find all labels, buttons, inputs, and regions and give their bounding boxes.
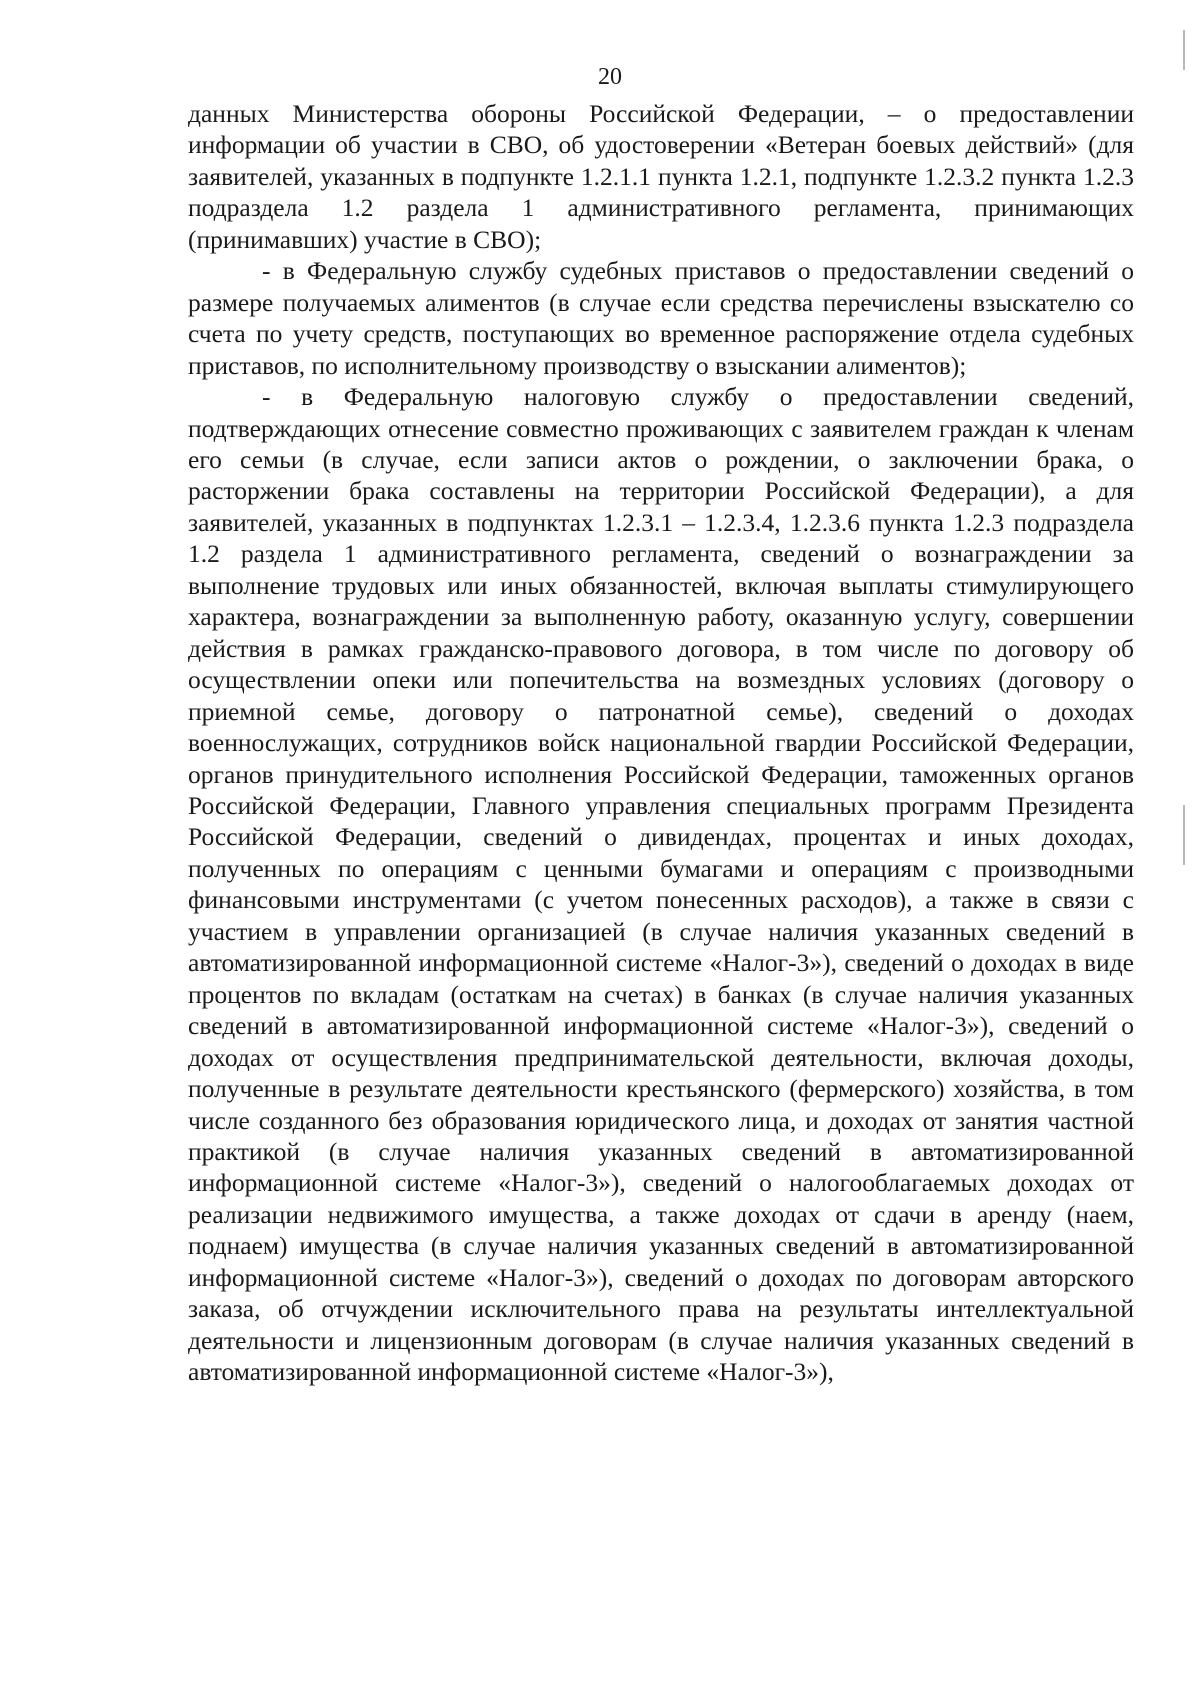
scan-edge-mark	[1183, 30, 1185, 70]
paragraph-mod-data: данных Министерства обороны Российской Федерации, – о предоставлении информации об участии в СВО, об удостоверении «Ветеран боевых действий» (для заявителей, указанных в подпункте 1.2.1.1 пункта 1.2.1, подпункте 1.2.3.2 пункта 1.2.3 подраздела 1.2 раздела 1 административного регламента, принимающих (принимавших) участие в СВО);	[188, 99, 1134, 254]
page-number: 20	[598, 64, 622, 90]
scan-edge-mark	[1183, 805, 1185, 865]
document-body	[188, 98, 1134, 1388]
paragraph-tax-service: - в Федеральную налоговую службу о предоставлении сведений, подтверждающих отнесение совместно проживающих с заявителем граждан к членам его семьи (в случае, если записи актов о рождении, о заключении брака, о расторжении брака составлены на территории Российской Федерации), а для заявителей, указанных в подпунктах 1.2.3.1 – 1.2.3.4, 1.2.3.6 пункта 1.2.3 подраздела 1.2 раздела 1 административного регламента, сведений о вознаграждении за выполнение трудовых или иных обязанностей, включая выплаты стимулирующего характера, вознаграждении за выполненную работу, оказанную услугу, совершении действия в рамках гражданско-правового договора, в том числе по договору об осуществлении опеки или попечительства на возмездных условиях (договору о приемной семье, договору о патронатной семье), сведений о доходах военнослужащих, сотрудников войск национальной гвардии Российской Федерации, органов принудительного исполнения Российской Федерации, таможенных органов Российской Федерации, Главного управления специальных программ Президента Российской Федерации, сведений о дивидендах, процентах и иных доходах, полученных по операциям с ценными бумагами и операциям с производными финансовыми инструментами (с учетом понесенных расходов), а также в связи с участием в управлении организацией (в случае наличия указанных сведений в автоматизированной информационной системе «Налог-3»), сведений о доходах в виде процентов по вкладам (остаткам на счетах) в банках (в случае наличия указанных сведений в автоматизированной информационной системе «Налог-3»), сведений о доходах от осуществления предпринимательской деятельности, включая доходы, полученные в результате деятельности крестьянского (фермерского) хозяйства, в том числе созданного без образования юридического лица, и доходах от занятия частной практикой (в случае наличия указанных сведений в автоматизированной информационной системе «Налог-3»), сведений о налогооблагаемых доходах от реализации недвижимого имущества, а также доходах от сдачи в аренду (наем, поднаем) имущества (в случае наличия указанных сведений в автоматизированной информационной системе «Налог-3»), сведений о доходах по договорам авторского заказа, об отчуждении исключительного права на результаты интеллектуальной деятельности и лицензионным договорам (в случае наличия указанных сведений в автоматизированной информационной системе «Налог-3»),	[188, 382, 1134, 1387]
paragraph-bailiff-service: - в Федеральную службу судебных приставов о предоставлении сведений о размере получаемых алиментов (в случае если средства перечислены взыскателю со счета по учету средств, поступающих во временное распоряжение отдела судебных приставов, по исполнительному производству о взыскании алиментов);	[188, 256, 1134, 380]
